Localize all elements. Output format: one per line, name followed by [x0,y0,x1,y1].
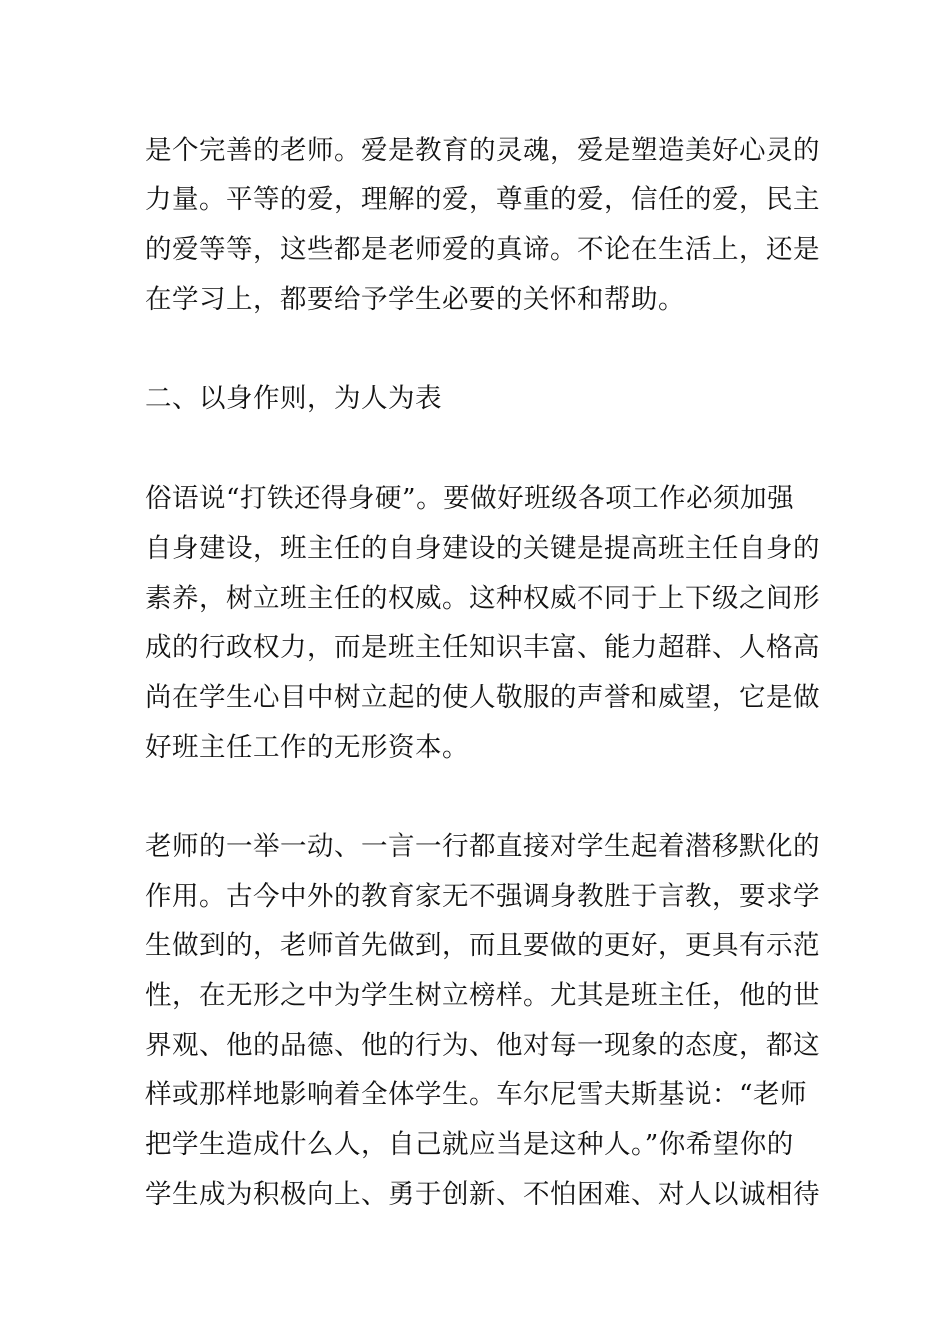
paragraph-2-line-6: 好班主任工作的无形资本。 [145,732,469,763]
paragraph-1-line-3: 的爱等等，这些都是老师爱的真谛。不论在生活上，还是 [145,234,820,265]
paragraph-2-line-5: 尚在学生心目中树立起的使人敬服的声誉和威望，它是做 [145,682,820,713]
paragraph-2-line-3: 素养，树立班主任的权威。这种权威不同于上下级之间形 [145,583,820,614]
paragraph-2-line-4: 成的行政权力，而是班主任知识丰富、能力超群、人格高 [145,632,820,663]
paragraph-3-line-7: 把学生造成什么人，自己就应当是这种人。”你希望你的 [145,1129,794,1160]
paragraph-3-line-5: 界观、他的品德、他的行为、他对每一现象的态度，都这 [145,1030,820,1061]
paragraph-3-line-1: 老师的一举一动、一言一行都直接对学生起着潜移默化的 [145,831,820,862]
paragraph-3-line-8: 学生成为积极向上、勇于创新、不怕困难、对人以诚相待 [145,1179,820,1210]
paragraph-3-line-2: 作用。古今中外的教育家无不强调身教胜于言教，要求学 [145,881,820,912]
paragraph-3-line-3: 生做到的，老师首先做到，而且要做的更好，更具有示范 [145,930,820,961]
paragraph-1-line-2: 力量。平等的爱，理解的爱，尊重的爱，信任的爱，民主 [145,184,820,215]
paragraph-1-line-4: 在学习上，都要给予学生必要的关怀和帮助。 [145,284,685,315]
paragraph-1-line-1: 是个完善的老师。爱是教育的灵魂，爱是塑造美好心灵的 [145,135,820,166]
paragraph-3-line-4: 性，在无形之中为学生树立榜样。尤其是班主任，他的世 [145,980,820,1011]
paragraph-2-line-2: 自身建设，班主任的自身建设的关键是提高班主任自身的 [145,533,820,564]
paragraph-2-line-1: 俗语说“打铁还得身硬”。要做好班级各项工作必须加强 [145,483,795,514]
paragraph-3-line-6: 样或那样地影响着全体学生。车尔尼雪夫斯基说：“老师 [145,1079,808,1110]
section-heading: 二、以身作则，为人为表 [145,383,442,414]
